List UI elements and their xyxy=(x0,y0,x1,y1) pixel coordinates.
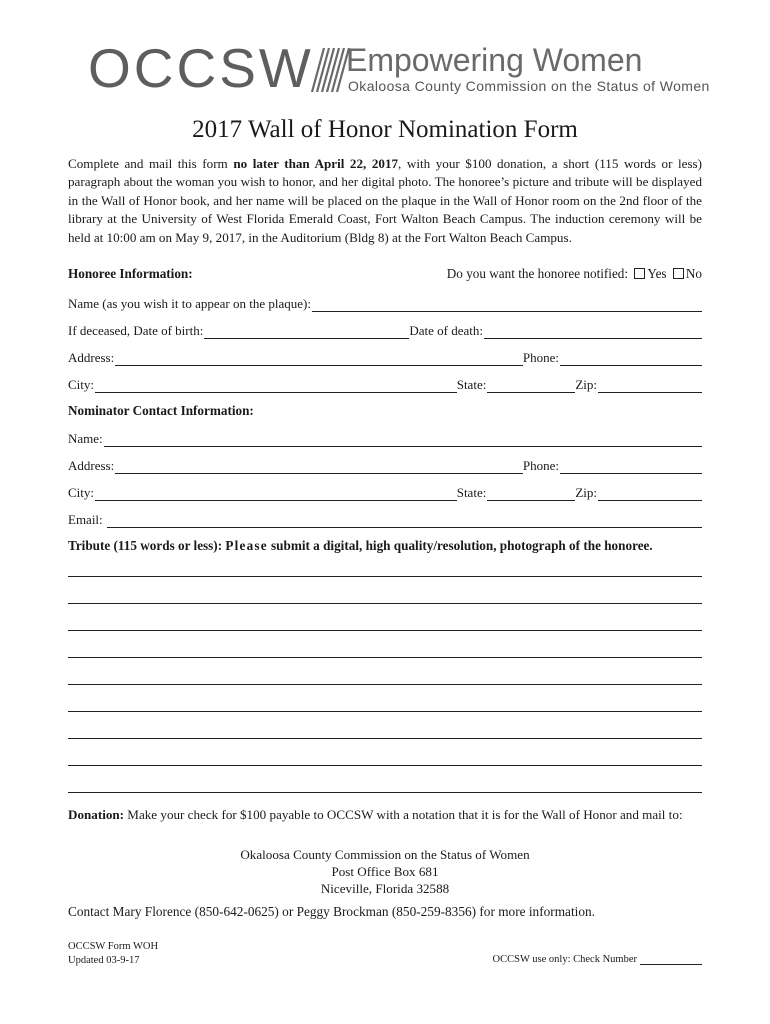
nominator-name-label: Name: xyxy=(68,431,103,446)
intro-text-start: Complete and mail this form xyxy=(68,156,234,171)
intro-deadline: no later than April 22, 2017 xyxy=(233,156,399,171)
honoree-phone-field[interactable] xyxy=(560,353,702,366)
nominator-phone-field[interactable] xyxy=(560,461,702,474)
occsw-logo xyxy=(88,37,710,104)
honoree-address-row xyxy=(68,348,702,366)
nominator-state-label: State: xyxy=(456,485,487,500)
tribute-line-7[interactable] xyxy=(68,738,702,739)
honoree-zip-field[interactable] xyxy=(598,380,702,393)
contact-info: Contact Mary Florence (850-642-0625) or Peggy Brockman (850-259-8356) for more information. xyxy=(68,904,595,919)
nominator-city-row xyxy=(68,483,702,501)
honoree-phone-label: Phone: xyxy=(522,350,559,365)
honoree-name-row xyxy=(68,294,702,312)
notify-question xyxy=(447,266,702,282)
nominator-city-field[interactable] xyxy=(95,488,457,501)
tribute-line-2[interactable] xyxy=(68,603,702,604)
nominator-state-field[interactable] xyxy=(487,488,575,501)
honoree-address-field[interactable] xyxy=(115,353,523,366)
honoree-zip-label: Zip: xyxy=(575,377,597,392)
footer-updated: Updated 03-9-17 xyxy=(68,955,140,966)
notify-yes-label: Yes xyxy=(647,266,667,281)
mailing-address-line3: Niceville, Florida 32588 xyxy=(320,881,450,896)
notify-no-label: No xyxy=(685,266,702,281)
honoree-name-field[interactable] xyxy=(312,299,702,312)
nominator-section-heading: Nominator Contact Information: xyxy=(68,403,254,418)
honoree-address-label: Address: xyxy=(68,350,115,365)
tribute-please: Please xyxy=(225,538,268,553)
honoree-section-heading: Honoree Information: xyxy=(68,266,193,281)
honoree-city-field[interactable] xyxy=(95,380,457,393)
honoree-city-row xyxy=(68,375,702,393)
tribute-line-1[interactable] xyxy=(68,576,702,577)
tribute-line-9[interactable] xyxy=(68,792,702,793)
tribute-line-3[interactable] xyxy=(68,630,702,631)
donation-text: Make your check for $100 payable to OCCSW with a notation that it is for the Wall of Honor and mail to: xyxy=(124,807,683,822)
honoree-dates-row xyxy=(68,321,702,339)
nominator-email-field[interactable] xyxy=(107,515,702,528)
nominator-name-row xyxy=(68,429,702,447)
logo-tagline: Empowering Women xyxy=(346,42,643,78)
nominator-address-field[interactable] xyxy=(115,461,523,474)
nominator-zip-field[interactable] xyxy=(598,488,702,501)
nominator-zip-label: Zip: xyxy=(575,485,597,500)
nominator-email-label: Email: xyxy=(68,512,103,527)
form-title: 2017 Wall of Honor Nomination Form xyxy=(192,116,578,143)
nominator-phone-label: Phone: xyxy=(522,458,559,473)
notify-question-label: Do you want the honoree notified: xyxy=(446,266,629,281)
logo-subtitle: Okaloosa County Commission on the Status of Women xyxy=(348,78,710,94)
nominator-address-row xyxy=(68,456,702,474)
check-number-field[interactable] xyxy=(640,954,702,965)
donation-paragraph xyxy=(68,806,702,824)
tribute-label: Tribute (115 words or less): xyxy=(68,538,223,553)
dob-label: If deceased, Date of birth: xyxy=(68,323,204,338)
office-use-row xyxy=(493,954,702,965)
honoree-city-label: City: xyxy=(68,377,95,392)
tribute-heading xyxy=(68,538,653,554)
mailing-address-line1: Okaloosa County Commission on the Status of Women xyxy=(240,847,530,862)
tribute-line-4[interactable] xyxy=(68,657,702,658)
notify-no-checkbox[interactable] xyxy=(673,268,684,279)
office-use-label: OCCSW use only: Check Number xyxy=(492,954,637,965)
notify-yes-checkbox[interactable] xyxy=(634,268,645,279)
honoree-state-label: State: xyxy=(456,377,487,392)
donation-label: Donation: xyxy=(68,807,125,822)
nominator-address-label: Address: xyxy=(68,458,115,473)
tribute-line-8[interactable] xyxy=(68,765,702,766)
nominator-name-field[interactable] xyxy=(104,434,702,447)
mailing-address-line2: Post Office Box 681 xyxy=(331,864,439,879)
nominator-email-row xyxy=(68,510,702,528)
dod-label: Date of death: xyxy=(409,323,483,338)
tribute-instruction: submit a digital, high quality/resolution, photograph of the honoree. xyxy=(267,538,653,553)
intro-text-rest: , with your $100 donation, a short (115 words or less) paragraph about the woman you wish to honor, and her digital photo. The honoree’s picture and tribute will be displayed in the Wall of Honor book, and her name will be placed on the plaque in the Wall of Honor room on the 2nd floor of the library at the University of West Florida Emerald Coast, Fort Walton Beach Campus. The induction ceremony will be held at 10:00 am on May 9, 2017, in the Auditorium (Bldg 8) at the Fort Walton Beach Campus. xyxy=(68,156,702,245)
honoree-name-label: Name (as you wish it to appear on the plaque): xyxy=(68,296,311,311)
tribute-line-6[interactable] xyxy=(68,711,702,712)
logo-acronym: OCCSW xyxy=(88,37,314,99)
honoree-state-field[interactable] xyxy=(487,380,575,393)
intro-paragraph xyxy=(68,155,702,247)
dod-field[interactable] xyxy=(484,326,702,339)
dob-field[interactable] xyxy=(204,326,409,339)
nominator-city-label: City: xyxy=(68,485,95,500)
tribute-line-5[interactable] xyxy=(68,684,702,685)
footer-form-id: OCCSW Form WOH xyxy=(68,941,159,952)
